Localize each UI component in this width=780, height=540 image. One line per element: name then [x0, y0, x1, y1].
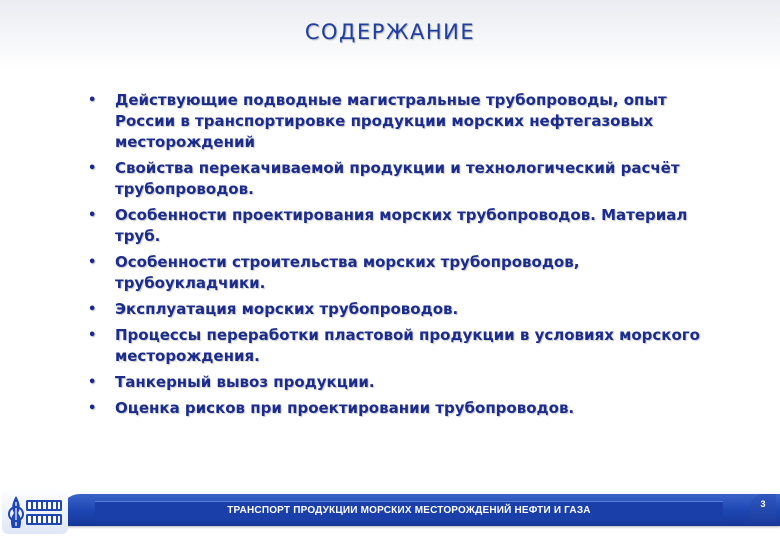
- list-item-text: Свойства перекачиваемой продукции и технологический расчёт трубопроводов.: [115, 159, 680, 198]
- list-item: [88, 205, 728, 247]
- list-item-text: Танкерный вывоз продукции.: [115, 373, 375, 391]
- bullet-icon: •: [88, 328, 97, 343]
- list-item: [88, 372, 728, 393]
- slide-title: СОДЕРЖАНИЕ: [304, 20, 476, 44]
- list-item-text: Процессы переработки пластовой продукции в условиях морского месторождения.: [115, 326, 700, 365]
- contents-list: [88, 90, 728, 424]
- bullet-icon: •: [88, 208, 97, 223]
- list-item-text: Оценка рисков при проектировании трубопроводов.: [115, 399, 575, 417]
- bullet-icon: •: [88, 161, 97, 176]
- bullet-icon: •: [88, 401, 97, 416]
- list-item: [88, 398, 728, 419]
- list-item-text: Действующие подводные магистральные трубопроводы, опыт России в транспортировке продукции морских нефтегазовых месторождений: [115, 91, 667, 151]
- page-number: 3: [760, 499, 766, 509]
- bullet-icon: •: [88, 93, 97, 108]
- list-item-text: Особенности строительства морских трубопроводов, трубоукладчики.: [115, 253, 580, 292]
- footer-title: ТРАНСПОРТ ПРОДУКЦИИ МОРСКИХ МЕСТОРОЖДЕНИЙ НЕФТИ И ГАЗА: [227, 505, 591, 516]
- list-item-text: Эксплуатация морских трубопроводов.: [115, 300, 459, 318]
- list-item-text: Особенности проектирования морских трубопроводов. Материал труб.: [115, 206, 688, 245]
- footer: [0, 486, 780, 540]
- bullet-icon: •: [88, 302, 97, 317]
- bullet-icon: •: [88, 255, 97, 270]
- bullet-icon: •: [88, 375, 97, 390]
- list-item: [88, 158, 728, 200]
- gazprom-logo-icon: [2, 486, 68, 534]
- list-item: [88, 90, 728, 153]
- list-item: [88, 299, 728, 320]
- list-item: [88, 252, 728, 294]
- list-item: [88, 325, 728, 367]
